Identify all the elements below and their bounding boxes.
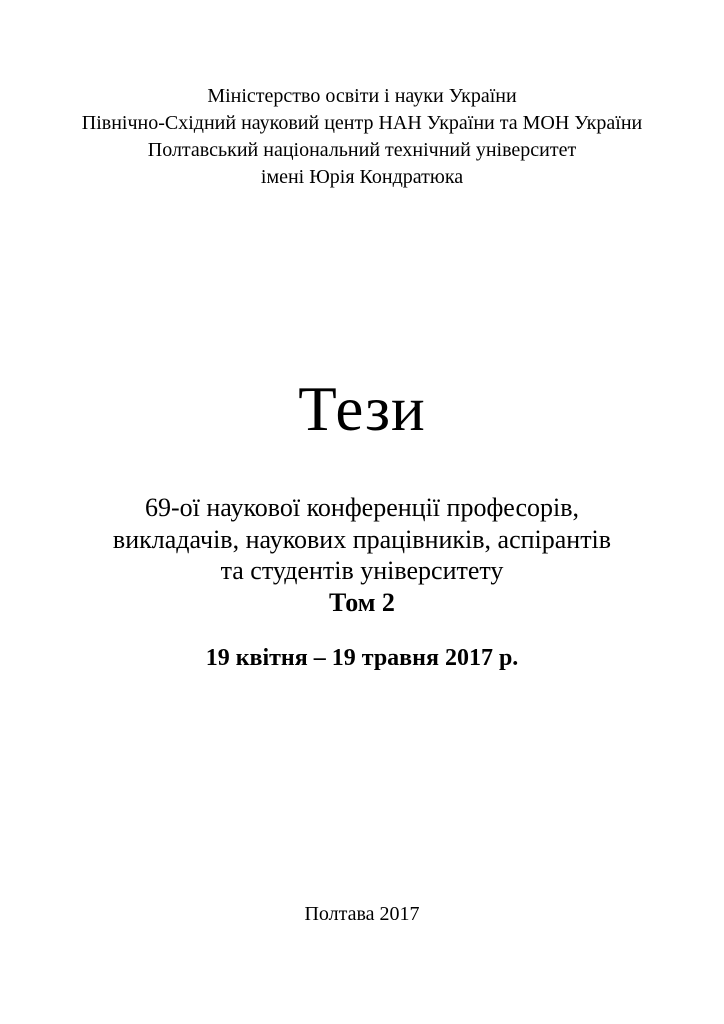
conference-subtitle xyxy=(0,492,724,618)
document-title: Тези xyxy=(298,374,426,444)
university-name-line: імені Юрія Кондратюка xyxy=(260,166,464,188)
institution-header xyxy=(0,83,724,191)
subtitle-line: та студентів університету xyxy=(220,556,504,585)
ministry-line: Міністерство освіти і науки України xyxy=(207,85,517,107)
conference-dates: 19 квітня – 19 травня 2017 р. xyxy=(205,645,519,671)
volume-label: Том 2 xyxy=(329,587,395,617)
subtitle-line: 69-ої наукової конференції професорів, xyxy=(144,493,580,522)
university-line: Полтавський національний технічний університет xyxy=(147,139,577,161)
subtitle-line: викладачів, наукових працівників, аспірантів xyxy=(112,524,612,554)
publication-place-year: Полтава 2017 xyxy=(304,903,420,925)
science-center-line: Північно-Східний науковий центр НАН України та МОН України xyxy=(81,112,643,134)
